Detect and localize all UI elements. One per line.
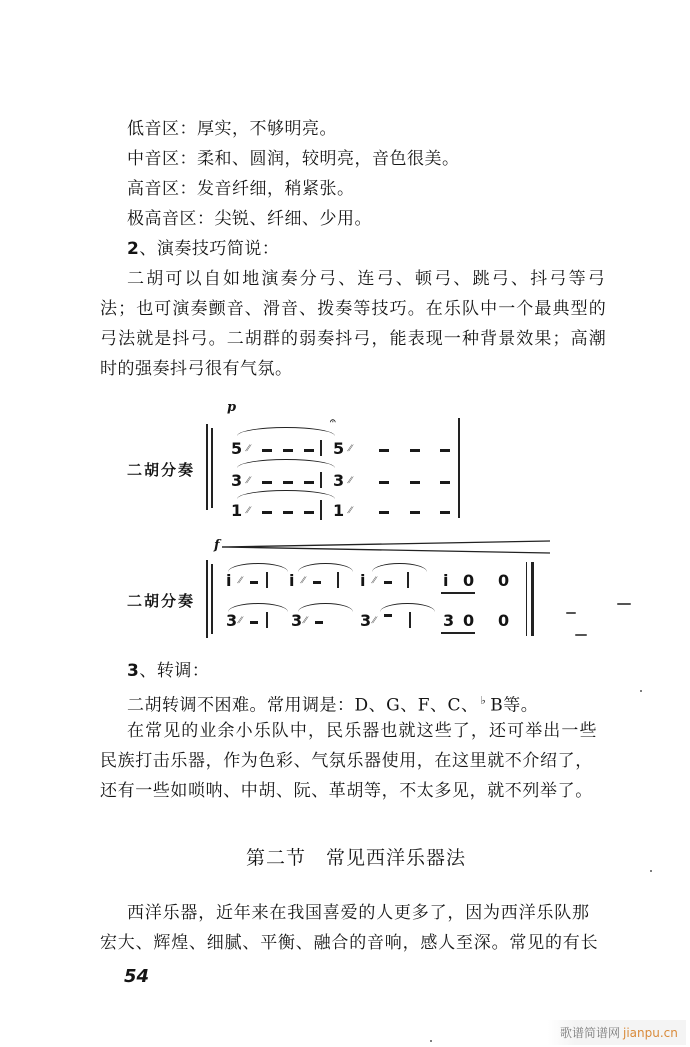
dynamic-marking: p: [227, 400, 237, 415]
tremolo-icon: ⫽: [244, 476, 252, 486]
watermark-site: jianpu.cn: [623, 1026, 678, 1040]
section-title: 第二节 常见西洋乐器法: [246, 847, 467, 869]
tremolo-icon: ⫽: [299, 576, 307, 586]
extension-dash: [379, 511, 389, 514]
crescendo-hairpin-icon: [222, 540, 552, 554]
tie-slur: [237, 490, 335, 499]
final-barline-thin: [526, 562, 527, 636]
extension-dash: [283, 449, 293, 452]
tie-slur: [237, 427, 335, 436]
scan-artifact: [650, 870, 652, 872]
extension-dash: [379, 481, 389, 484]
scan-artifact: [566, 612, 576, 614]
key-list-text: 二胡转调不困难。常用调是：D、G、F、C、: [127, 695, 479, 716]
section-3-para-line: 在常见的业余小乐队中，民乐器也就这些了，还可举出一些: [127, 721, 598, 741]
staff-bracket: [211, 564, 213, 634]
extension-dash: [384, 614, 392, 617]
dynamic-marking: f: [214, 538, 220, 553]
fermata-icon: 𝄐: [330, 416, 336, 427]
extension-dash: [283, 481, 293, 484]
scan-artifact: [430, 1040, 432, 1042]
section-3-heading: [127, 660, 209, 682]
extension-dash: [384, 581, 392, 584]
tie-slur: [298, 603, 353, 612]
tie-slur: [237, 459, 335, 468]
extension-dash: [283, 511, 293, 514]
key-list-text-end: B等。: [490, 695, 539, 716]
final-barline-thick: [531, 562, 534, 636]
scan-artifact: [640, 690, 642, 692]
page-number: 54: [124, 966, 150, 987]
section-2-para-line: 时的强奏抖弓很有气氛。: [100, 359, 293, 379]
extension-dash: [379, 449, 389, 452]
tie-slur: [228, 563, 288, 572]
score-label: 二胡分奏: [127, 592, 196, 610]
closing-para-line: 宏大、辉煌、细腻、平衡、融合的音响，感人至深。常见的有长: [100, 933, 599, 953]
section-3-number: 3: [127, 661, 140, 681]
staff-bracket: [211, 428, 213, 508]
extension-dash: [440, 449, 450, 452]
tremolo-icon: ⫽: [370, 576, 378, 586]
eighth-underline: [441, 632, 475, 634]
section-2-para-line: 二胡可以自如地演奏分弓、连弓、顿弓、跳弓、抖弓等弓: [127, 269, 607, 289]
tie-slur: [298, 563, 353, 572]
staff-brace: [206, 424, 208, 510]
note-rest: 0: [463, 611, 475, 630]
extension-dash: [262, 511, 272, 514]
extension-dash: [250, 581, 258, 584]
barline: [320, 440, 322, 456]
scan-artifact: [617, 603, 631, 605]
watermark-cn: 歌谱简谱网: [560, 1026, 621, 1040]
tremolo-icon: ⫽: [236, 616, 244, 626]
note: 3: [443, 611, 455, 630]
tie-slur: [228, 603, 288, 612]
staff-brace: [206, 560, 208, 638]
extension-dash: [410, 511, 420, 514]
section-2-heading: [127, 238, 279, 260]
note-rest: 0: [498, 611, 510, 630]
barline: [409, 612, 411, 628]
extension-dash: [410, 481, 420, 484]
tie-slur: [372, 563, 427, 572]
tremolo-icon: ⫽: [346, 506, 354, 516]
note-high: i: [226, 571, 232, 590]
extension-dash: [440, 481, 450, 484]
extension-dash: [313, 581, 321, 584]
extension-dash: [262, 481, 272, 484]
section-3-para-line: 民族打击乐器，作为色彩、气氛乐器使用，在这里就不介绍了，: [100, 751, 593, 771]
section-2-title: 、演奏技巧简说：: [139, 239, 280, 259]
register-low: 低音区：厚实，不够明亮。: [127, 119, 337, 139]
tie-slur: [380, 603, 435, 612]
extension-dash: [304, 449, 314, 452]
extension-dash: [304, 511, 314, 514]
register-extreme: 极高音区：尖锐、纤细、少用。: [127, 209, 372, 229]
eighth-underline: [441, 592, 475, 594]
note: 5: [333, 439, 345, 458]
flat-icon: ♭: [480, 694, 487, 707]
extension-dash: [440, 511, 450, 514]
barline: [266, 612, 268, 628]
tremolo-icon: ⫽: [346, 444, 354, 454]
scan-artifact: [575, 634, 587, 636]
note-high: i: [360, 571, 366, 590]
tremolo-icon: ⫽: [370, 616, 378, 626]
note: 3: [291, 611, 303, 630]
section-2-para-line: 弓法就是抖弓。二胡群的弱奏抖弓，能表现一种背景效果；高潮: [100, 329, 607, 349]
note: 1: [333, 501, 345, 520]
note: 3: [360, 611, 372, 630]
barline: [337, 572, 339, 588]
tremolo-icon: ⫽: [244, 444, 252, 454]
note: 3: [226, 611, 238, 630]
tremolo-icon: ⫽: [236, 576, 244, 586]
watermark: [548, 1020, 686, 1045]
section-2-para-line: 法；也可演奏颤音、滑音、拨奏等技巧。在乐队中一个最典型的: [100, 299, 607, 319]
tremolo-icon: ⫽: [346, 476, 354, 486]
barline: [407, 572, 409, 588]
note-high: i: [289, 571, 295, 590]
note-high: i: [443, 571, 449, 590]
closing-para-line: 西洋乐器，近年来在我国喜爱的人更多了，因为西洋乐队那: [127, 903, 590, 923]
note-rest: 0: [463, 571, 475, 590]
register-high: 高音区：发音纤细，稍紧张。: [127, 179, 355, 199]
note: 3: [333, 471, 345, 490]
tremolo-icon: ⫽: [244, 506, 252, 516]
barline: [320, 500, 322, 520]
end-barline: [458, 418, 460, 518]
section-3-para-line: 还有一些如唢呐、中胡、阮、革胡等，不太多见，就不列举了。: [100, 781, 593, 801]
note: 5: [231, 439, 243, 458]
extension-dash: [410, 449, 420, 452]
extension-dash: [250, 621, 258, 624]
extension-dash: [315, 621, 323, 624]
section-2-number: 2: [127, 239, 140, 259]
barline: [320, 472, 322, 488]
register-mid: 中音区：柔和、圆润，较明亮，音色很美。: [127, 149, 460, 169]
section-3-title: 、转调：: [139, 661, 210, 681]
note: 1: [231, 501, 243, 520]
note-rest: 0: [498, 571, 510, 590]
tremolo-icon: ⫽: [301, 616, 309, 626]
barline: [266, 572, 268, 588]
extension-dash: [262, 449, 272, 452]
note: 3: [231, 471, 243, 490]
score-label: 二胡分奏: [127, 461, 196, 479]
extension-dash: [304, 481, 314, 484]
section-3-key-line: [127, 690, 538, 717]
